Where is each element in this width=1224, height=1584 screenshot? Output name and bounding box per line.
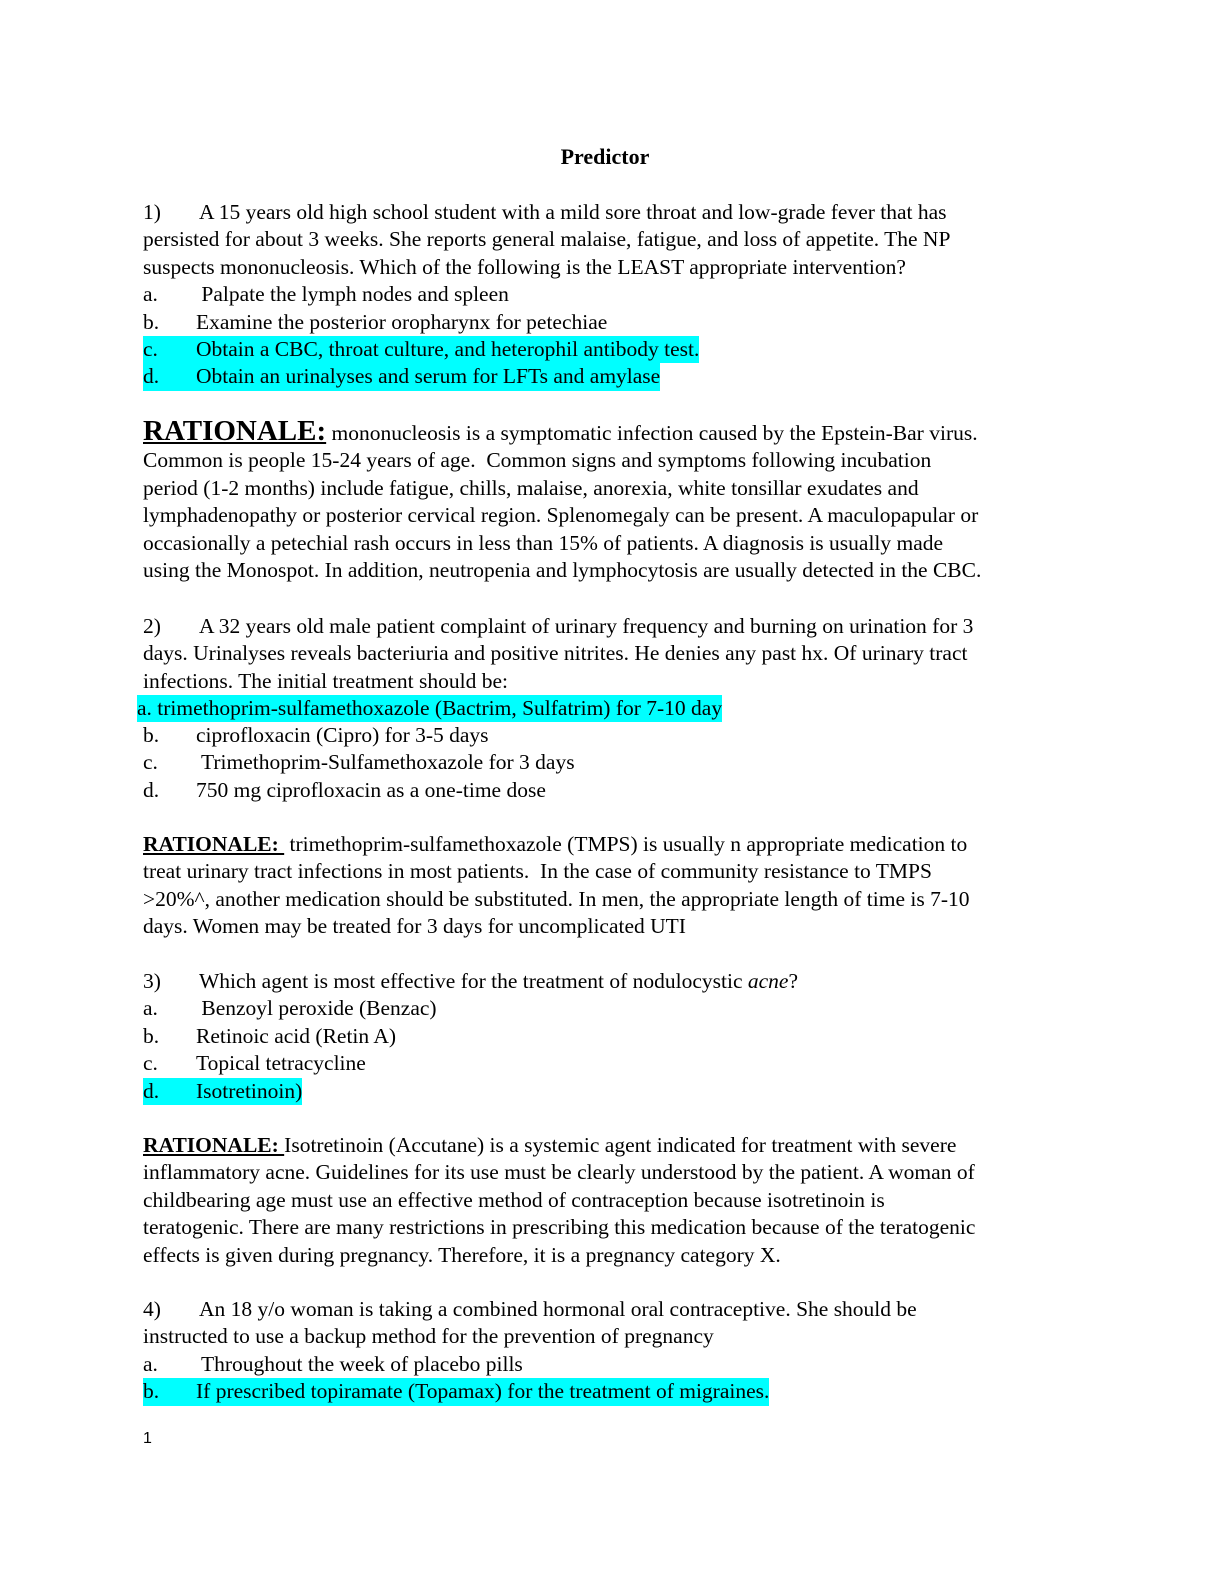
rationale-1-line-3: period (1-2 months) include fatigue, chills, malaise, anorexia, white tonsillar exudates and <box>143 475 919 500</box>
rationale-1-heading: RATIONALE: <box>143 415 327 447</box>
rationale-2-line-4: days. Women may be treated for 3 days for uncomplicated UTI <box>143 914 686 939</box>
rationale-3-line-4: teratogenic. There are many restrictions in prescribing this medication because of the teratogenic <box>143 1215 976 1240</box>
rationale-3-line-2: inflammatory acne. Guidelines for its use must be clearly understood by the patient. A woman of <box>143 1160 975 1185</box>
question-2-option-c: c. Trimethoprim-Sulfamethoxazole for 3 days <box>143 750 575 775</box>
question-2 <box>143 613 1078 695</box>
question-1-number: 1) <box>143 200 161 224</box>
question-1-option-a: a. Palpate the lymph nodes and spleen <box>143 282 509 307</box>
question-1-option-c: c. Obtain a CBC, throat culture, and heterophil antibody test. <box>143 336 1078 363</box>
question-4 <box>143 1296 1078 1406</box>
question-3-number: 3) <box>143 969 161 993</box>
question-3-stem: 3) Which agent is most effective for the treatment of nodulocystic acne? <box>143 968 1078 995</box>
question-1-option-d: d. Obtain an urinalyses and serum for LFTs and amylase <box>143 363 1078 390</box>
question-1-stem-line-3: suspects mononucleosis. Which of the following is the LEAST appropriate intervention? <box>143 254 906 279</box>
rationale-2-line-2: treat urinary tract infections in most patients. In the case of community resistance to TMPS <box>143 859 932 884</box>
rationale-1-line-6: using the Monospot. In addition, neutropenia and lymphocytosis are usually detected in the CBC. <box>143 558 982 583</box>
rationale-3 <box>143 1132 1078 1269</box>
question-2-stem-line-1: 2) A 32 years old male patient complaint of urinary frequency and burning on urination for 3 <box>143 613 1078 640</box>
question-4-option-a: a. Throughout the week of placebo pills <box>143 1351 523 1376</box>
rationale-3-line-5: effects is given during pregnancy. Therefore, it is a pregnancy category X. <box>143 1242 781 1267</box>
question-1-stem-line-2: persisted for about 3 weeks. She reports general malaise, fatigue, and loss of appetite. The NP <box>143 227 951 252</box>
question-1-stem-line-1: 1) A 15 years old high school student with a mild sore throat and low-grade fever that has <box>143 199 1078 226</box>
question-2-stem-line-2: days. Urinalyses reveals bacteriuria and positive nitrites. He denies any past hx. Of urinary tract <box>143 641 968 666</box>
question-3-option-c: c. Topical tetracycline <box>143 1051 366 1076</box>
rationale-1 <box>143 415 1078 584</box>
rationale-3-line-1: RATIONALE: Isotretinoin (Accutane) is a systemic agent indicated for treatment with severe <box>143 1133 957 1157</box>
page-number: 1 <box>143 1430 152 1447</box>
question-1 <box>143 199 1078 391</box>
rationale-2-heading: RATIONALE: <box>143 832 285 856</box>
question-2-answer <box>137 695 1072 722</box>
rationale-2 <box>143 831 1078 941</box>
rationale-3-heading: RATIONALE: <box>143 1133 285 1157</box>
rationale-1-line-4: lymphadenopathy or posterior cervical region. Splenomegaly can be present. A maculopapular or <box>143 503 979 528</box>
question-3-option-b: b. Retinoic acid (Retin A) <box>143 1023 397 1048</box>
question-2-option-a: a. trimethoprim-sulfamethoxazole (Bactrim, Sulfatrim) for 7-10 day <box>137 695 722 722</box>
question-3 <box>143 968 1078 1105</box>
question-4-number: 4) <box>143 1297 161 1321</box>
question-2-options <box>143 722 1078 804</box>
rationale-1-line-2: Common is people 15-24 years of age. Common signs and symptoms following incubation <box>143 448 932 473</box>
question-4-stem-line-1: 4) An 18 y/o woman is taking a combined hormonal oral contraceptive. She should be <box>143 1296 1078 1323</box>
question-1-option-b: b. Examine the posterior oropharynx for petechiae <box>143 309 608 334</box>
rationale-2-line-3: >20%^, another medication should be substituted. In men, the appropriate length of time is 7-10 <box>143 886 970 911</box>
question-4-stem-line-2: instructed to use a backup method for the prevention of pregnancy <box>143 1324 714 1349</box>
question-2-option-b: b. ciprofloxacin (Cipro) for 3-5 days <box>143 723 489 747</box>
question-3-option-d: d. Isotretinoin) <box>143 1078 1078 1105</box>
question-3-option-a: a. Benzoyl peroxide (Benzac) <box>143 996 437 1021</box>
question-2-option-d: d. 750 mg ciprofloxacin as a one-time dose <box>143 777 546 802</box>
rationale-1-line-1: RATIONALE: mononucleosis is a symptomatic infection caused by the Epstein-Bar virus. <box>143 415 978 447</box>
question-4-option-b: b. If prescribed topiramate (Topamax) for the treatment of migraines. <box>143 1378 1078 1405</box>
rationale-3-line-3: childbearing age must use an effective method of contraception because isotretinoin is <box>143 1187 885 1212</box>
question-2-stem-line-3: infections. The initial treatment should be: <box>143 668 509 693</box>
rationale-2-line-1: RATIONALE: trimethoprim-sulfamethoxazole (TMPS) is usually n appropriate medication to <box>143 832 968 856</box>
question-2-number: 2) <box>143 614 161 638</box>
page-title: Predictor <box>560 144 650 169</box>
rationale-1-line-5: occasionally a petechial rash occurs in less than 15% of patients. A diagnosis is usually made <box>143 530 944 555</box>
